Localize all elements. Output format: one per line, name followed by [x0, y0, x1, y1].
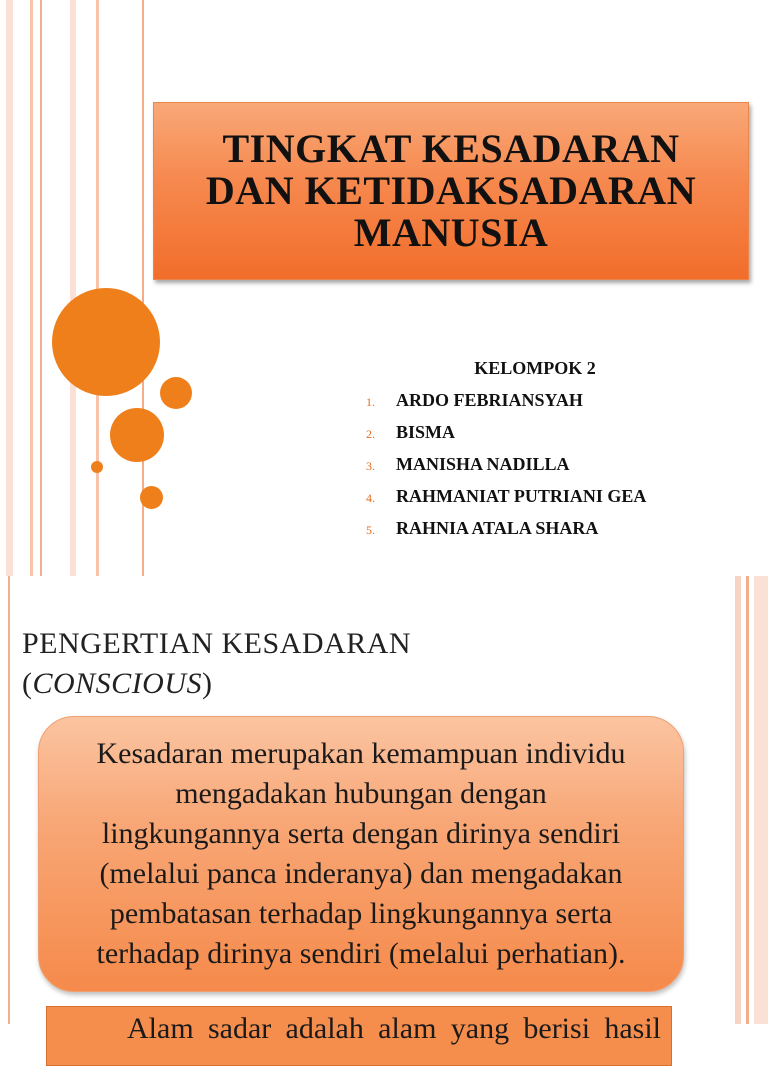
title-box — [153, 102, 749, 280]
bottom-text: Alam sadar adalah alam yang berisi hasil — [127, 1012, 661, 1045]
decor-circle — [110, 408, 164, 462]
decor-circle-small — [91, 461, 103, 473]
decor-circle-large — [52, 288, 160, 396]
decor-circle — [160, 377, 192, 409]
member-name: RAHNIA ATALA SHARA — [396, 518, 599, 538]
list-number: 1. — [366, 395, 375, 409]
decor-stripe — [754, 576, 768, 1024]
decor-stripe — [746, 576, 749, 1024]
decor-stripe — [30, 0, 33, 576]
heading-term: CONSCIOUS — [32, 667, 203, 700]
group-label: KELOMPOK 2 — [474, 358, 596, 378]
decor-stripe — [6, 0, 13, 576]
list-item — [366, 454, 646, 486]
definition-text: Kesadaran merupakan kemampuan individu mengadakan hubungan dengan lingkungannya serta dengan dirinya sendiri (melalui panca inderanya) dan mengadakan pembatasan terhadap lingkungannya serta terhadap dirinya sendiri (melalui perhatian). — [96, 737, 626, 970]
decor-stripe — [8, 576, 10, 1024]
slide-title-text: TINGKAT KESADARAN DAN KETIDAKSADARAN MANUSIA — [205, 126, 697, 255]
decor-stripe — [40, 0, 42, 576]
decor-circle — [140, 486, 163, 509]
heading-paren: ( — [22, 667, 33, 700]
bottom-text-box — [46, 1006, 672, 1066]
heading-line: PENGERTIAN KESADARAN — [22, 627, 412, 660]
list-item — [366, 486, 646, 518]
list-item — [366, 390, 646, 422]
slide-definition — [0, 576, 768, 1045]
member-name: MANISHA NADILLA — [396, 454, 570, 474]
heading-paren: ) — [202, 667, 213, 700]
decor-stripe — [70, 0, 76, 576]
list-number: 4. — [366, 491, 375, 505]
member-list — [366, 390, 646, 550]
list-item — [366, 518, 646, 550]
decor-stripe — [735, 576, 741, 1024]
list-number: 5. — [366, 523, 375, 537]
list-number: 3. — [366, 459, 375, 473]
member-name: RAHMANIAT PUTRIANI GEA — [396, 486, 647, 506]
member-name: ARDO FEBRIANSYAH — [396, 390, 583, 410]
section-heading — [22, 624, 411, 704]
list-item — [366, 422, 646, 454]
definition-box — [38, 716, 684, 992]
member-name: BISMA — [396, 422, 456, 442]
list-number: 2. — [366, 427, 375, 441]
